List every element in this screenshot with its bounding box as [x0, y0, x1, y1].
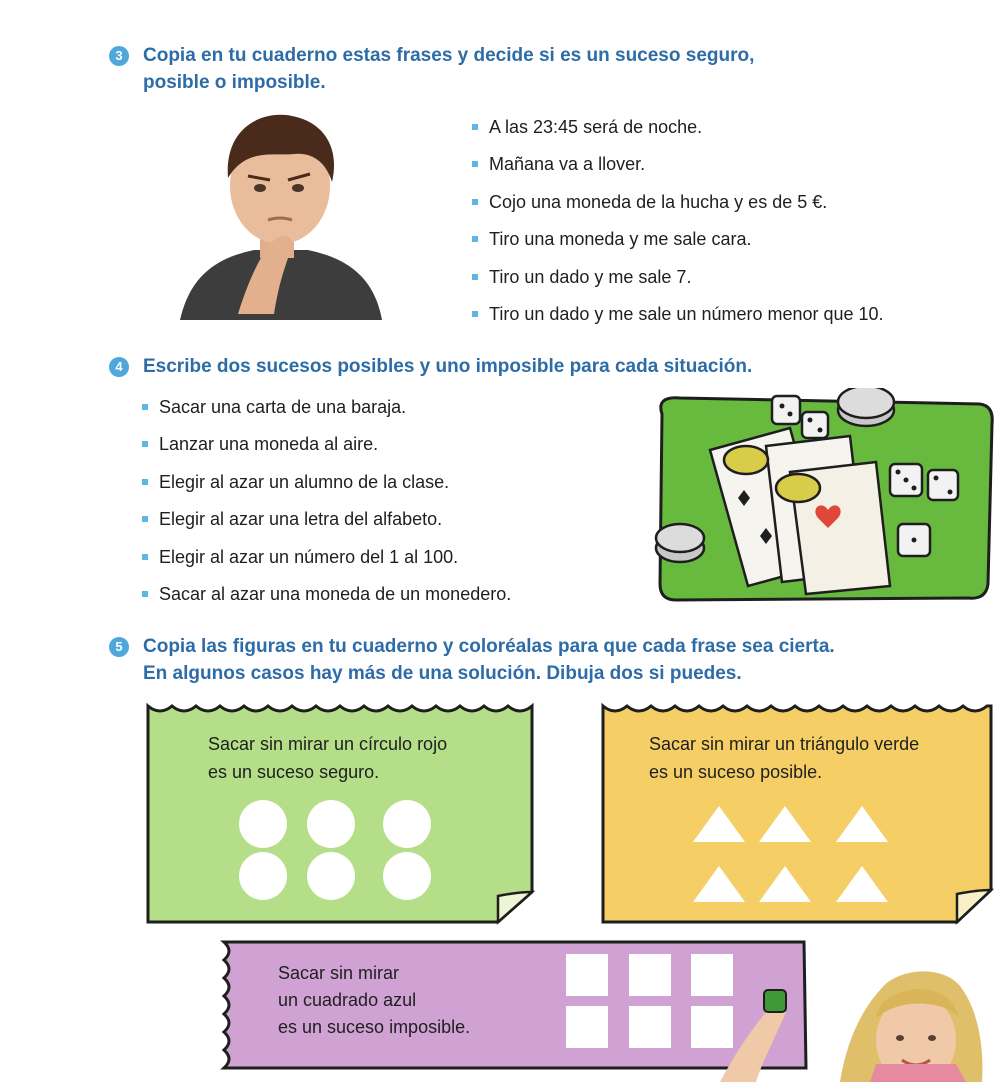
list-item: Cojo una moneda de la hucha y es de 5 €. — [472, 191, 884, 228]
exercise-3-title — [143, 42, 963, 96]
exercise-5-title-line2: En algunos casos hay más de una solución. Dibuja dos si puedes. — [143, 663, 742, 684]
smiling-girl-image — [720, 960, 996, 1082]
shape-circle — [383, 800, 431, 848]
list-item: Sacar una carta de una baraja. — [142, 396, 511, 433]
exercise-5-number: 5 — [109, 637, 129, 657]
cards-coins-dice-illustration — [640, 388, 996, 604]
list-item: Sacar al azar una moneda de un monedero. — [142, 583, 511, 620]
shape-square — [566, 1006, 608, 1048]
yellow-card-line2: es un suceso posible. — [649, 762, 823, 782]
shape-circle — [239, 800, 287, 848]
shape-circle — [307, 800, 355, 848]
exercise-3-number: 3 — [109, 46, 129, 66]
exercise-5-title-line1: Copia las figuras en tu cuaderno y coloréalas para que cada frase sea cierta. — [143, 636, 835, 657]
list-item: Mañana va a llover. — [472, 153, 884, 190]
list-item: Elegir al azar un alumno de la clase. — [142, 471, 511, 508]
shape-circle — [307, 852, 355, 900]
shape-square — [629, 1006, 671, 1048]
yellow-note-card — [601, 700, 995, 926]
yellow-card-line1: Sacar sin mirar un triángulo verde — [649, 734, 920, 754]
shape-circle — [239, 852, 287, 900]
exercise-4-title: Escribe dos sucesos posibles y uno imposible para cada situación. — [143, 356, 753, 377]
list-item: Tiro un dado y me sale un número menor que 10. — [472, 303, 884, 340]
purple-card-line1: Sacar sin mirar — [278, 963, 400, 983]
exercise-5-title — [143, 633, 983, 687]
shape-square — [566, 954, 608, 996]
list-item: A las 23:45 será de noche. — [472, 116, 884, 153]
list-item: Tiro un dado y me sale 7. — [472, 266, 884, 303]
shape-square — [629, 954, 671, 996]
exercise-3-title-line2: posible o imposible. — [143, 72, 326, 93]
green-card-line2: es un suceso seguro. — [208, 762, 380, 782]
purple-card-line3: es un suceso imposible. — [278, 1017, 471, 1037]
list-item: Elegir al azar un número del 1 al 100. — [142, 546, 511, 583]
thinking-boy-image — [176, 108, 386, 320]
list-item: Lanzar una moneda al aire. — [142, 433, 511, 470]
exercise-4-number: 4 — [109, 357, 129, 377]
purple-card-line2: un cuadrado azul — [278, 990, 417, 1010]
exercise-3-list — [472, 116, 884, 340]
exercise-4-list — [142, 396, 511, 620]
green-note-card — [146, 700, 536, 926]
list-item: Elegir al azar una letra del alfabeto. — [142, 508, 511, 545]
exercise-3-title-line1: Copia en tu cuaderno estas frases y decide si es un suceso seguro, — [143, 45, 755, 66]
list-item: Tiro una moneda y me sale cara. — [472, 228, 884, 265]
green-card-line1: Sacar sin mirar un círculo rojo — [208, 734, 448, 754]
shape-circle — [383, 852, 431, 900]
